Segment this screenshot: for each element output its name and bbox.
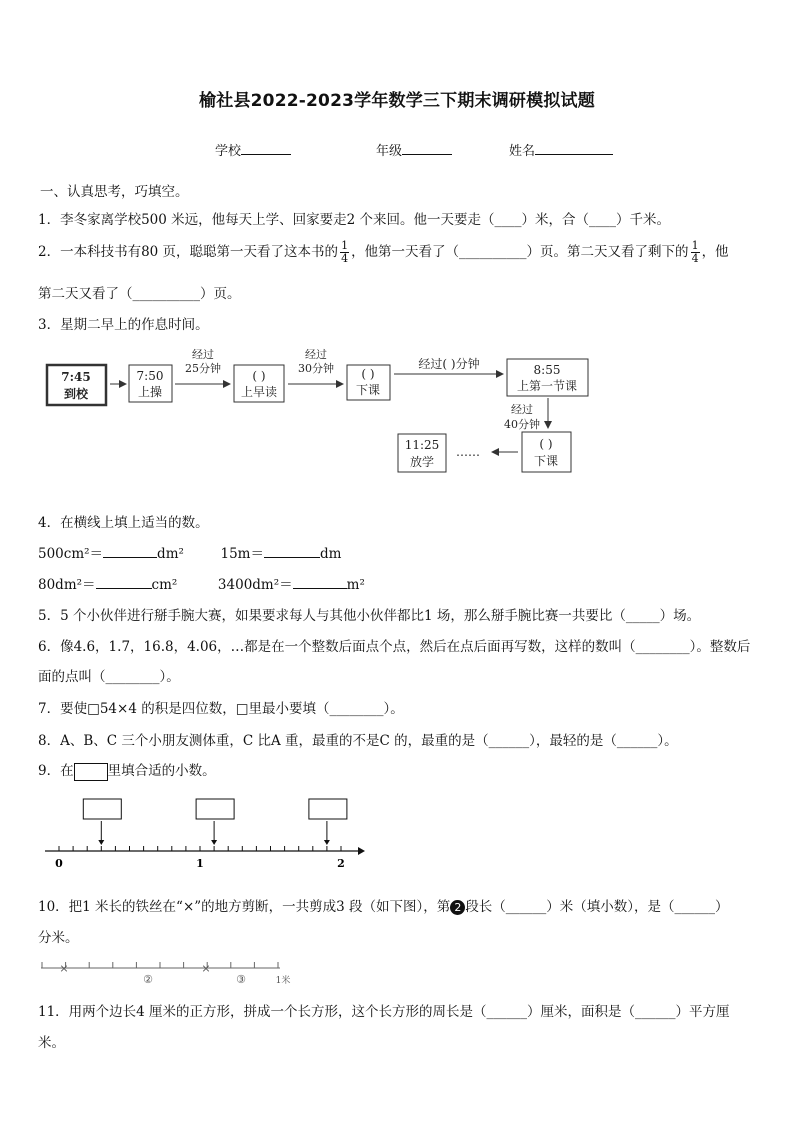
segment-3-label: ③	[236, 973, 246, 986]
section-heading: 一、认真思考，巧填空。	[40, 184, 189, 200]
tick-label-0: 0	[55, 857, 63, 870]
question-9: 9．在 里填合适的小数。	[38, 763, 216, 779]
school-blank[interactable]	[241, 142, 291, 155]
question-2: 2．一本科技书有80 页，聪聪第一天看了这本书的 $\frac{1}{4}$ ，他第一天看了（__________）页。第二天又看了剩下的 $\frac{1}{4}$ ，他	[38, 239, 729, 265]
name-field	[509, 140, 613, 159]
segment-2-label: ②	[143, 973, 153, 986]
fraction-quarter: $\frac{1}{4}$	[341, 239, 349, 265]
grade-label: 年级	[376, 144, 403, 159]
question-6-line2: 面的点叫（________）。	[38, 669, 180, 685]
a2-bottom: 30分钟	[298, 362, 334, 375]
b3-label: 上早读	[240, 385, 278, 399]
b4-time: ( )	[361, 367, 375, 381]
answer-blank[interactable]	[103, 544, 157, 558]
a2-top: 经过	[305, 348, 327, 361]
wire-diagram	[38, 956, 298, 988]
b1-label: 到校	[63, 387, 89, 401]
b6-time: ( )	[539, 437, 553, 451]
b1-time: 7:45	[61, 370, 91, 384]
grade-field	[376, 140, 452, 159]
answer-box-1	[83, 799, 121, 819]
cut-mark-2: ×	[201, 962, 211, 975]
number-line-arrowhead	[358, 847, 365, 855]
pointer-head-1	[98, 840, 104, 845]
answer-blank[interactable]	[293, 575, 347, 589]
question-10: 10．把1 米长的铁丝在“×”的地方剪断，一共剪成3 段（如下图），第 2 段长（______）米（填小数），是（______）	[38, 899, 729, 915]
answer-blank[interactable]	[264, 544, 320, 558]
number-line	[40, 795, 370, 875]
question-1: 1．李冬家离学校500 米远，他每天上学、回家要走2 个来回。他一天要走（____）米，合（____）千米。	[38, 212, 671, 228]
wire-end-label: 1米	[275, 976, 291, 986]
b4-label: 下课	[355, 383, 381, 397]
question-3: 3．星期二早上的作息时间。	[38, 317, 209, 333]
question-11: 11．用两个边长4 厘米的正方形，拼成一个长方形，这个长方形的周长是（______）厘米，面积是（______）平方厘	[38, 1004, 730, 1020]
b6-label: 下课	[533, 454, 559, 468]
school-label: 学校	[215, 144, 242, 159]
dots: ……	[456, 445, 480, 459]
question-4: 4．在横线上填上适当的数。	[38, 515, 209, 531]
a1-bottom: 25分钟	[185, 362, 221, 375]
page-title: 榆社县2022-2023学年数学三下期末调研模拟试题	[199, 91, 595, 111]
b7-label: 放学	[409, 455, 435, 469]
grade-blank[interactable]	[402, 142, 452, 155]
b2-time: 7:50	[136, 369, 164, 383]
question-5: 5．5 个小伙伴进行掰手腕大赛，如果要求每人与其他小伙伴都比1 场，那么掰手腕比赛一共要比（_____）场。	[38, 608, 701, 624]
b5-time: 8:55	[533, 363, 561, 377]
a1-top: 经过	[192, 348, 214, 361]
pointer-head-3	[324, 840, 330, 845]
cut-mark-1: ×	[59, 962, 69, 975]
b7-time: 11:25	[404, 438, 440, 452]
a4-bottom: 40分钟	[504, 418, 540, 431]
schedule-diagram	[40, 340, 600, 480]
tick-label-1: 1	[196, 857, 204, 870]
question-6: 6．像4.6，1.7，16.8，4.06，…都是在一个整数后面点个点，然后在点后面再写数，这样的数叫（________）。整数后	[38, 639, 751, 655]
question-4-row1: 500cm²＝ dm² 15m＝ dm	[38, 546, 342, 562]
b2-label: 上操	[137, 385, 163, 399]
answer-blank[interactable]	[96, 575, 152, 589]
a3-text: 经过( )分钟	[418, 357, 480, 371]
question-7: 7．要使□54×4 的积是四位数，□里最小要填（________）。	[38, 701, 404, 717]
answer-box	[74, 763, 108, 781]
answer-box-3	[309, 799, 347, 819]
question-4-row2: 80dm²＝ cm² 3400dm²＝ m²	[38, 577, 365, 593]
question-11-line2: 米。	[38, 1035, 65, 1051]
pointer-head-2	[211, 840, 217, 845]
question-8: 8．A、B、C 三个小朋友测体重，C 比A 重，最重的不是C 的，最重的是（______），最轻的是（______）。	[38, 733, 678, 749]
answer-box-2	[196, 799, 234, 819]
name-blank[interactable]	[535, 142, 613, 155]
circled-2: 2	[450, 900, 465, 915]
school-field	[215, 140, 291, 159]
question-2-line2: 第二天又看了（__________）页。	[38, 286, 241, 302]
b3-time: ( )	[252, 369, 266, 383]
question-10-line2: 分米。	[38, 930, 79, 946]
name-label: 姓名	[509, 144, 536, 159]
fraction-quarter: $\frac{1}{4}$	[691, 239, 699, 265]
a4-top: 经过	[511, 403, 533, 416]
tick-label-2: 2	[337, 857, 345, 870]
b5-label: 上第一节课	[516, 379, 578, 393]
